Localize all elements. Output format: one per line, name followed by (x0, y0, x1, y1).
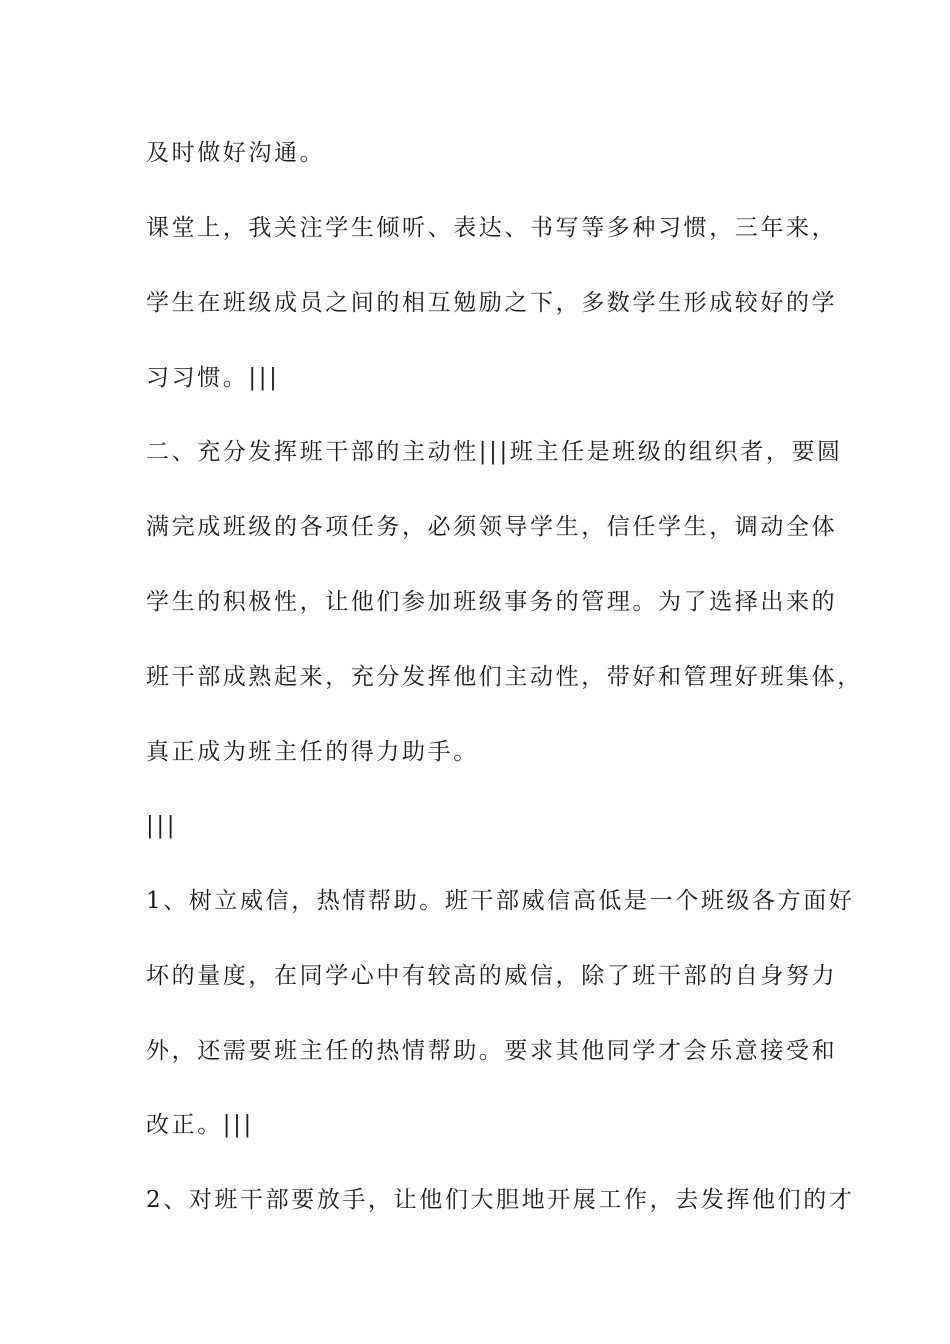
list-item-line: 1、树立威信，热情帮助。班干部威信高低是一个班级各方面好 (146, 888, 855, 914)
text-line: 坏的量度，在同学心中有较高的威信，除了班干部的自身努力 (146, 963, 838, 989)
list-item-line: 2、对班干部要放手，让他们大胆地开展工作，去发挥他们的才 (146, 1187, 855, 1213)
text-line: 真正成为班主任的得力助手。 (146, 739, 479, 765)
section-heading-line: 二、充分发挥班干部的主动性|||班主任是班级的组织者，要圆 (146, 439, 843, 465)
text-line: 满完成班级的各项任务，必须领导学生，信任学生，调动全体 (146, 514, 838, 540)
text-line: 改正。||| (146, 1112, 254, 1138)
separator-mark: ||| (146, 813, 178, 839)
text-line: 课堂上，我关注学生倾听、表达、书写等多种习惯，三年来， (146, 215, 838, 241)
text-line: 外，还需要班主任的热情帮助。要求其他同学才会乐意接受和 (146, 1038, 838, 1064)
text-line: 学生的积极性，让他们参加班级事务的管理。为了选择出来的 (146, 589, 838, 615)
text-line: 班干部成熟起来，充分发挥他们主动性，带好和管理好班集体， (146, 664, 863, 690)
text-line: 及时做好沟通。 (146, 140, 326, 166)
text-line: 习习惯。||| (146, 365, 280, 391)
text-line: 学生在班级成员之间的相互勉励之下，多数学生形成较好的学 (146, 290, 838, 316)
